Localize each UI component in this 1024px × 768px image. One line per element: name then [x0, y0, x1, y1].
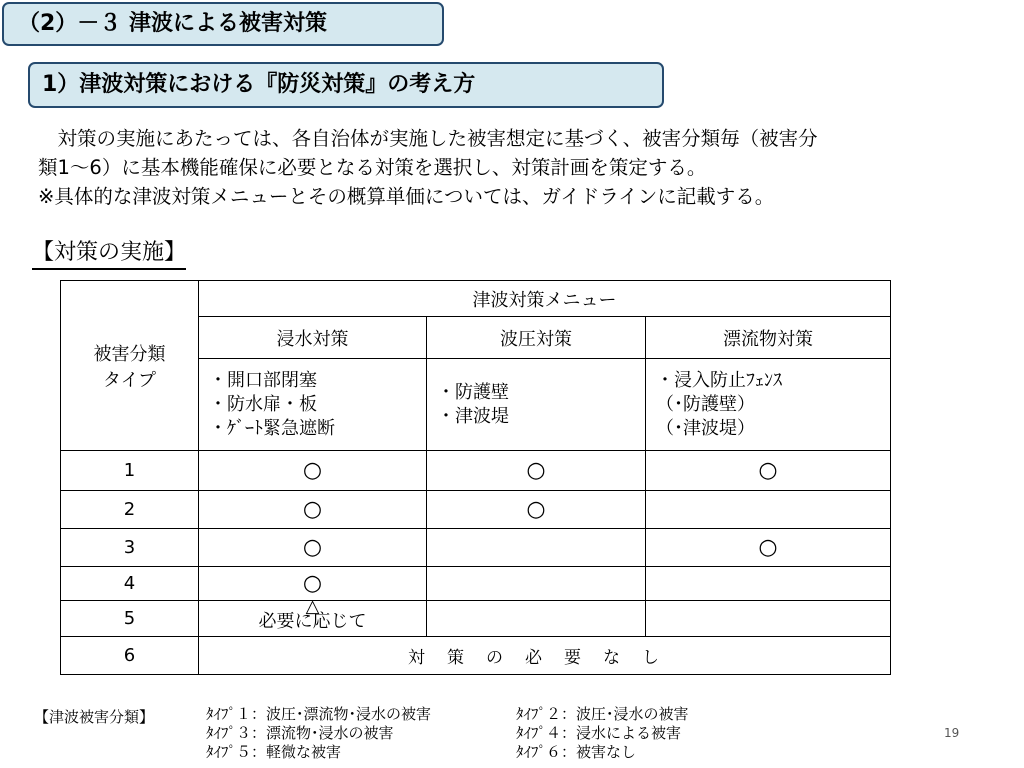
intro-line-2: 類1～6）に基本機能確保に必要となる対策を選択し、対策計画を策定する。: [38, 156, 707, 179]
legend-item-type2: ﾀｲﾌﾟ２：波圧･浸水の被害: [516, 705, 689, 723]
damage-type-header-line-2: タイプ: [102, 369, 157, 391]
menu-item: ・浸入防止ﾌｪﾝｽ: [656, 369, 782, 391]
menu-items-wave-pressure: [427, 359, 646, 451]
mark-cell: ○: [646, 451, 891, 491]
type-cell: 5: [61, 601, 199, 637]
conditional-cell: [199, 596, 427, 637]
type-cell: 6: [61, 637, 199, 675]
mark-cell: [646, 567, 891, 601]
column-header-wave-pressure: 波圧対策: [427, 317, 646, 359]
mark-cell: ○: [646, 529, 891, 567]
measures-section-title: 【対策の実施】: [32, 236, 186, 270]
menu-items-debris: [646, 359, 891, 451]
column-header-debris: 漂流物対策: [646, 317, 891, 359]
intro-line-1: 対策の実施にあたっては、各自治体が実施した被害想定に基づく、被害分類毎（被害分: [38, 127, 818, 150]
table-row: [61, 637, 891, 675]
mark-cell: ○: [427, 491, 646, 529]
legend-title: 【津波被害分類】: [34, 708, 155, 726]
type-cell: 3: [61, 529, 199, 567]
mark-cell: [427, 567, 646, 601]
legend-item-type4: ﾀｲﾌﾟ４：浸水による被害: [516, 724, 682, 742]
table-row: [61, 451, 891, 491]
legend-item-type3: ﾀｲﾌﾟ３：漂流物･浸水の被害: [206, 724, 394, 742]
damage-type-header-line-1: 被害分類: [93, 343, 166, 365]
section-header-title: （2）－３ 津波による被害対策: [18, 11, 327, 36]
table-row: [61, 491, 891, 529]
intro-line-3: ※具体的な津波対策メニューとその概算単価については、ガイドラインに記載する。: [38, 185, 775, 208]
no-measure-note: 対策の必要なし: [199, 637, 891, 675]
menu-header: 津波対策メニュー: [199, 281, 891, 317]
menu-item: ・ｹﾞｰﾄ緊急遮断: [209, 417, 335, 439]
section-header: [2, 2, 444, 46]
mark-cell: ○: [199, 491, 427, 529]
table-row: [61, 567, 891, 601]
column-header-flooding: 浸水対策: [199, 317, 427, 359]
subsection-header-title: 1）津波対策における『防災対策』の考え方: [42, 72, 476, 97]
mark-cell: ○: [199, 567, 427, 601]
mark-cell: ○: [427, 451, 646, 491]
empty-cell: [427, 601, 646, 637]
mark-cell: [427, 529, 646, 567]
conditional-note: 必要に応じて: [258, 611, 367, 632]
mark-cell: ○: [199, 451, 427, 491]
table-row: [61, 529, 891, 567]
page-number: 19: [944, 726, 960, 740]
menu-item: （･津波堤）: [656, 417, 755, 439]
type-cell: 1: [61, 451, 199, 491]
menu-item: ・防護壁: [437, 381, 509, 403]
menu-item: （･防護壁）: [656, 393, 755, 415]
menu-item: ・津波堤: [437, 405, 509, 427]
type-cell: 2: [61, 491, 199, 529]
legend-item-type1: ﾀｲﾌﾟ１：波圧･漂流物･浸水の被害: [206, 705, 432, 723]
legend-item-type5: ﾀｲﾌﾟ５：軽微な被害: [206, 743, 342, 761]
menu-item: ・防水扉・板: [209, 393, 317, 415]
table-row: [61, 601, 891, 637]
legend-item-type6: ﾀｲﾌﾟ６：被害なし: [516, 743, 637, 761]
intro-text: [38, 124, 998, 211]
empty-cell: [646, 601, 891, 637]
subsection-header: [28, 62, 664, 108]
tsunami-measures-table: [60, 280, 891, 675]
triangle-mark: △: [305, 596, 320, 617]
mark-cell: [646, 491, 891, 529]
type-cell: 4: [61, 567, 199, 601]
menu-items-flooding: [199, 359, 427, 451]
menu-item: ・開口部閉塞: [209, 369, 317, 391]
damage-type-header: [61, 281, 199, 451]
mark-cell: ○: [199, 529, 427, 567]
